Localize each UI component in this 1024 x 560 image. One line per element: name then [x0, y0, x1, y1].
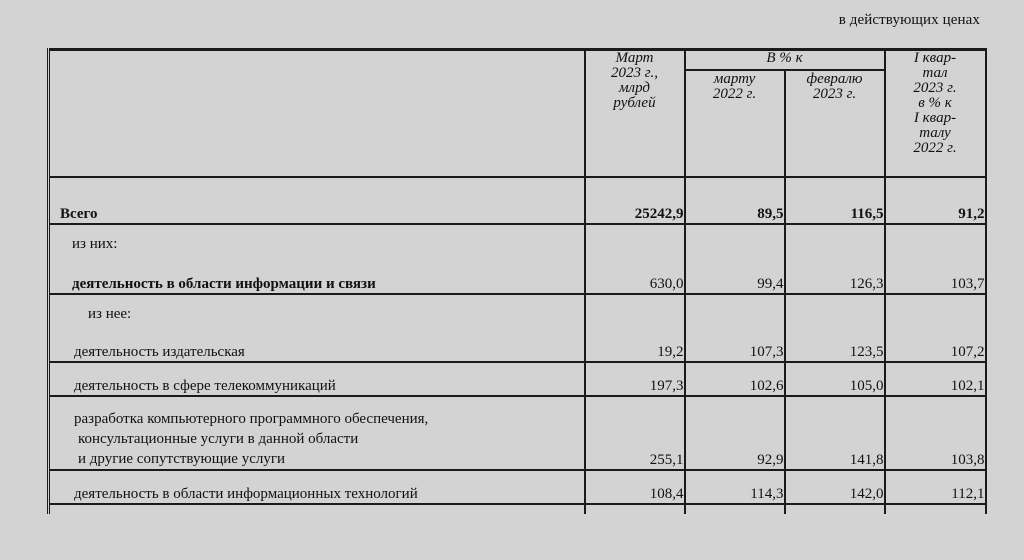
cell-empty — [49, 504, 585, 514]
cell-empty — [585, 504, 685, 514]
cell-empty — [885, 294, 986, 334]
cell-march: 197,3 — [585, 362, 685, 396]
table-row-subheader — [49, 224, 986, 264]
cell-empty — [685, 504, 785, 514]
row-label: деятельность в области информации и связи — [49, 264, 585, 294]
cell-march: 25242,9 — [585, 177, 685, 224]
row-label: из них: — [49, 224, 585, 264]
header-line: тал — [922, 65, 948, 81]
header-line: талу — [919, 125, 951, 141]
cell-empty — [685, 294, 785, 334]
header-line: в % к — [918, 95, 952, 111]
table-row-continuation — [49, 504, 986, 514]
cell-march: 630,0 — [585, 264, 685, 294]
cell-q1: 91,2 — [885, 177, 986, 224]
cell-q1: 107,2 — [885, 334, 986, 362]
row-label-line: разработка компьютерного программного обеспечения, — [74, 410, 429, 427]
cell-march: 19,2 — [585, 334, 685, 362]
statistics-table — [47, 48, 987, 514]
row-label: деятельность в области информационных технологий — [49, 470, 585, 504]
cell-vs-march: 89,5 — [685, 177, 785, 224]
cell-q1: 102,1 — [885, 362, 986, 396]
row-label — [49, 396, 585, 470]
table-row-subheader — [49, 294, 986, 334]
cell-march: 108,4 — [585, 470, 685, 504]
header-q1-2023 — [885, 50, 986, 177]
cell-vs-feb: 126,3 — [785, 264, 885, 294]
header-vs-march-2022 — [685, 70, 785, 177]
cell-empty — [785, 294, 885, 334]
cell-empty — [685, 224, 785, 264]
header-blank-cell — [49, 50, 585, 177]
table-row-total — [49, 177, 986, 224]
cell-vs-feb: 142,0 — [785, 470, 885, 504]
cell-vs-march: 99,4 — [685, 264, 785, 294]
row-label: Всего — [49, 177, 585, 224]
table-row-telecom — [49, 362, 986, 396]
header-line: I квар- — [913, 110, 957, 126]
header-line: млрд — [618, 80, 650, 96]
row-label-line: и другие сопутствующие услуги — [78, 450, 286, 467]
row-label: деятельность издательская — [49, 334, 585, 362]
row-label-line: консультационные услуги в данной области — [78, 430, 359, 447]
header-march-2023 — [585, 50, 685, 177]
cell-empty — [885, 504, 986, 514]
cell-vs-march: 92,9 — [685, 396, 785, 470]
header-line: 2023 г., — [611, 65, 658, 81]
header-line: марту — [713, 70, 756, 87]
cell-vs-march: 102,6 — [685, 362, 785, 396]
cell-empty — [885, 224, 986, 264]
cell-empty — [585, 294, 685, 334]
header-line: Март — [615, 50, 654, 66]
row-label: из нее: — [49, 294, 585, 334]
price-basis-note: в действующих ценах — [838, 12, 980, 28]
header-line: 2023 г. — [913, 80, 957, 96]
header-line: 2022 г. — [913, 140, 957, 156]
header-line: I квар- — [913, 50, 957, 66]
header-line: рублей — [613, 95, 656, 111]
cell-empty — [785, 224, 885, 264]
table-row-it — [49, 470, 986, 504]
cell-empty — [785, 504, 885, 514]
header-line: 2023 г. — [812, 85, 857, 102]
cell-vs-feb: 123,5 — [785, 334, 885, 362]
header-line: февралю — [806, 70, 863, 87]
cell-march: 255,1 — [585, 396, 685, 470]
table-row-publishing — [49, 334, 986, 362]
cell-q1: 103,7 — [885, 264, 986, 294]
cell-vs-march: 114,3 — [685, 470, 785, 504]
cell-vs-feb: 116,5 — [785, 177, 885, 224]
cell-empty — [585, 224, 685, 264]
cell-q1: 103,8 — [885, 396, 986, 470]
header-line: 2022 г. — [712, 85, 757, 102]
cell-vs-march: 107,3 — [685, 334, 785, 362]
cell-vs-feb: 105,0 — [785, 362, 885, 396]
header-vs-feb-2023 — [785, 70, 885, 177]
table-row-software — [49, 396, 986, 470]
header-group-percent: В % к — [685, 50, 885, 70]
table-row-info-communication — [49, 264, 986, 294]
cell-vs-feb: 141,8 — [785, 396, 885, 470]
row-label: деятельность в сфере телекоммуникаций — [49, 362, 585, 396]
cell-q1: 112,1 — [885, 470, 986, 504]
